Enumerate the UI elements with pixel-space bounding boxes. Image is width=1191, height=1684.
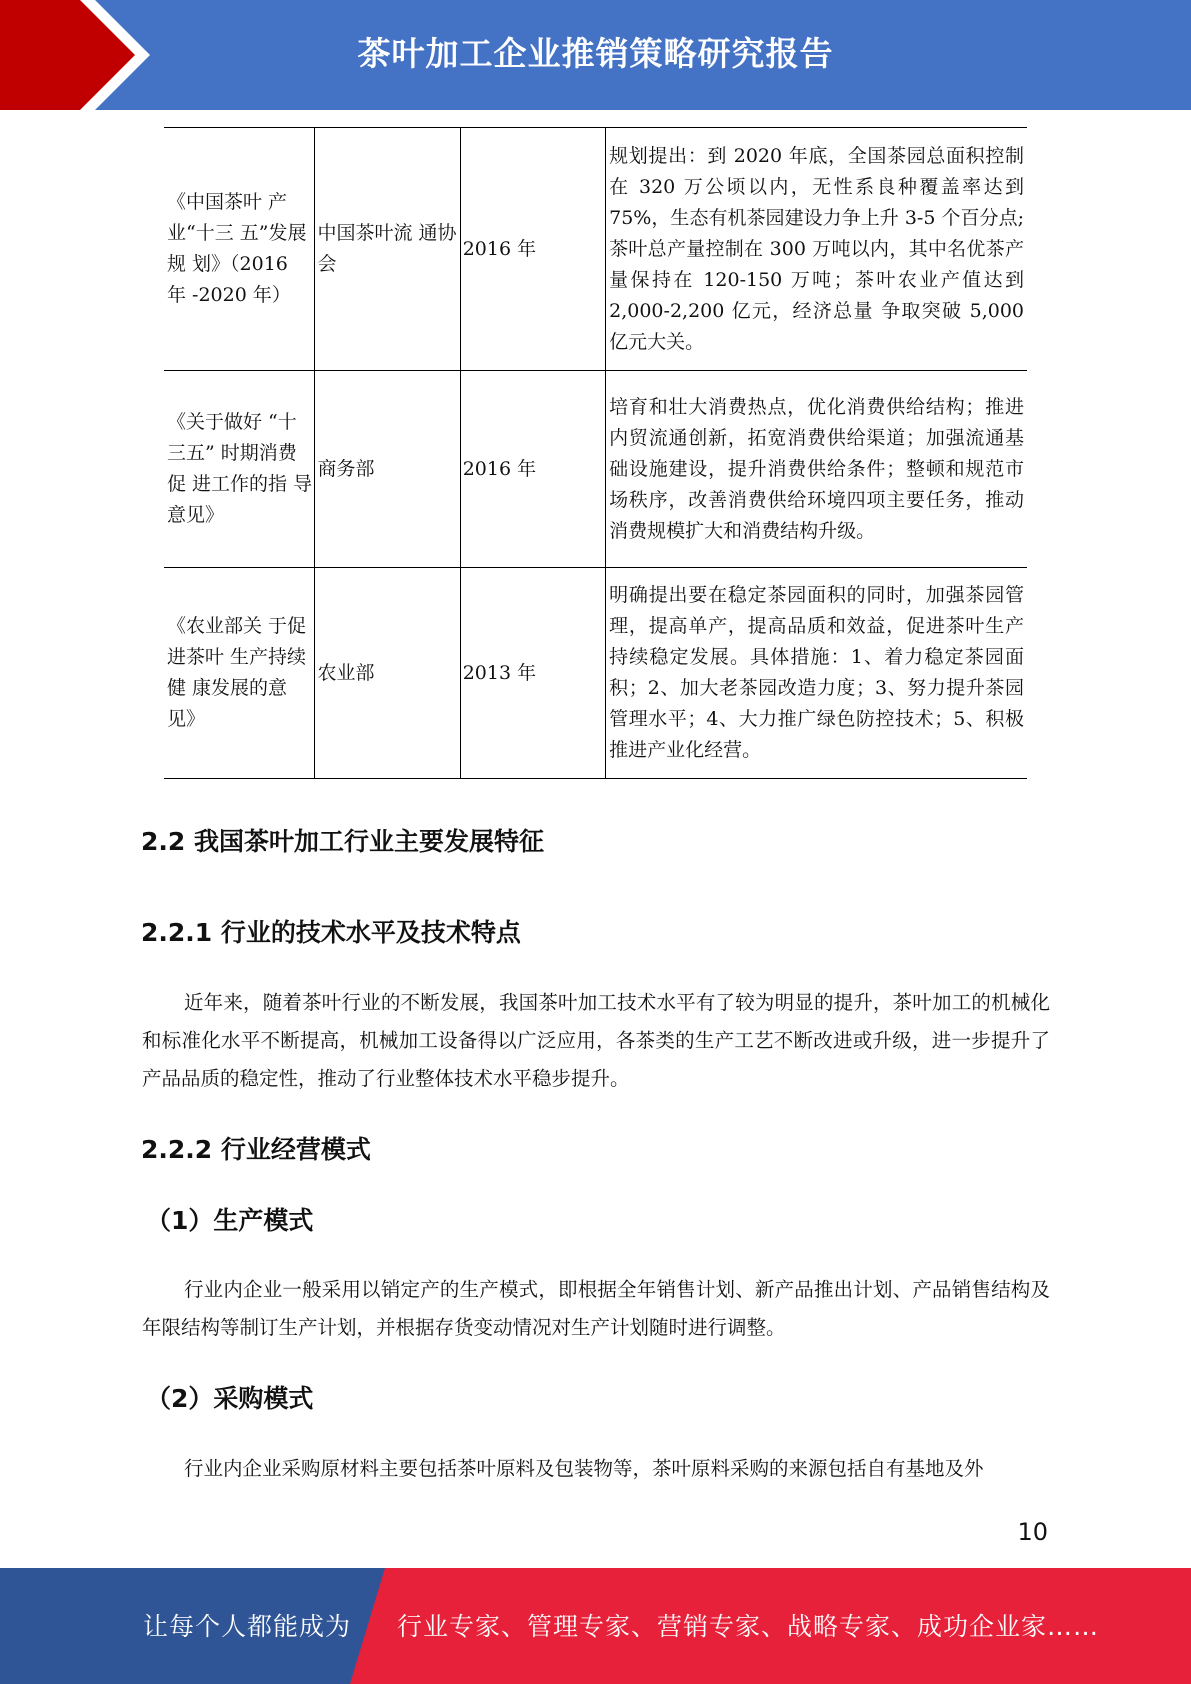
footer-slogan-left: 让每个人都能成为 [143, 1612, 352, 1641]
subheading-procurement-mode: （2）采购模式 [146, 1384, 314, 1413]
table-row [164, 371, 1027, 568]
policy-name-cell: 《关于做好 “十三五” 时期消费促 进工作的指 导意见》 [164, 371, 315, 568]
policy-content-cell: 规划提出：到 2020 年底，全国茶园总面积控制在 320 万公顷以内，无性系良种覆盖率达到 75%，生态有机茶园建设力争上升 3-5 个百分点;茶叶总产量控制在 300 万吨以内，其中名优茶产量保持在 120-150 万吨；茶叶农业产值达到 2,000-2,200 亿元，经济总量 争取突破 5,000 亿元大关。 [606, 128, 1027, 371]
procurement-mode-paragraph: 行业内企业采购原材料主要包括茶叶原料及包装物等，茶叶原料采购的来源包括自有基地及外 [184, 1457, 984, 1480]
page-footer-banner [0, 1568, 1191, 1684]
section-heading-2-2-1: 2.2.1 行业的技术水平及技术特点 [141, 918, 521, 947]
footer-slogan-right: 行业专家、管理专家、营销专家、战略专家、成功企业家…… [397, 1612, 1100, 1641]
policy-year-cell: 2016 年 [460, 371, 605, 568]
tech-level-paragraph: 近年来，随着茶叶行业的不断发展，我国茶叶加工技术水平有了较为明显的提升，茶叶加工的机械化和标准化水平不断提高，机械加工设备得以广泛应用，各茶类的生产工艺不断改进或升级，进一步提升了产品品质的稳定性，推动了行业整体技术水平稳步提升。 [142, 991, 1050, 1090]
policy-year-cell: 2016 年 [460, 128, 605, 371]
policy-dept-cell: 农业部 [315, 568, 460, 779]
policy-year-cell: 2013 年 [460, 568, 605, 779]
report-title: 茶叶加工企业推销策略研究报告 [357, 34, 834, 73]
table-row [164, 128, 1027, 371]
production-mode-paragraph: 行业内企业一般采用以销定产的生产模式，即根据全年销售计划、新产品推出计划、产品销售结构及年限结构等制订生产计划，并根据存货变动情况对生产计划随时进行调整。 [142, 1278, 1050, 1339]
policy-dept-cell: 中国茶叶流 通协会 [315, 128, 460, 371]
policy-dept-cell: 商务部 [315, 371, 460, 568]
page-header-banner [0, 0, 1191, 110]
subheading-production-mode: （1）生产模式 [146, 1206, 314, 1235]
section-heading-2-2: 2.2 我国茶叶加工行业主要发展特征 [141, 827, 544, 856]
policy-name-cell: 《农业部关 于促进茶叶 生产持续健 康发展的意 见》 [164, 568, 315, 779]
policy-content-cell: 明确提出要在稳定茶园面积的同时，加强茶园管理，提高单产，提高品质和效益，促进茶叶生产持续稳定发展。具体措施：1、着力稳定茶园面积；2、加大老茶园改造力度；3、努力提升茶园管理水平；4、大力推广绿色防控技术；5、积极推进产业化经营。 [606, 568, 1027, 779]
page-number: 10 [1017, 1518, 1048, 1546]
section-heading-2-2-2: 2.2.2 行业经营模式 [141, 1135, 371, 1164]
policy-content-cell: 培育和壮大消费热点，优化消费供给结构；推进内贸流通创新，拓宽消费供给渠道；加强流通基础设施建设，提升消费供给条件；整顿和规范市场秩序，改善消费供给环境四项主要任务，推动消费规模扩大和消费结构升级。 [606, 371, 1027, 568]
policy-table [164, 127, 1027, 779]
policy-name-cell: 《中国茶叶 产业“十三 五”发展规 划》（2016 年 -2020 年） [164, 128, 315, 371]
table-row [164, 568, 1027, 779]
